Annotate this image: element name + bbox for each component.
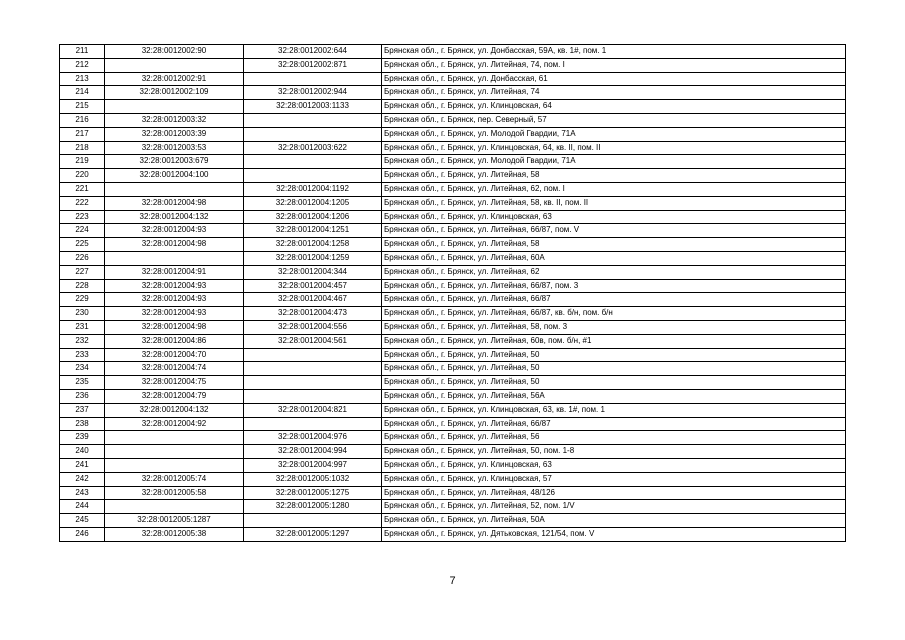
address-cell: Брянская обл., г. Брянск, ул. Литейная, 60в, пом. б/н, #1 [382, 334, 846, 348]
row-number-cell: 235 [60, 376, 105, 390]
object-number-cell: 32:28:0012004:467 [244, 293, 382, 307]
address-cell: Брянская обл., г. Брянск, ул. Литейная, 52, пом. 1/V [382, 500, 846, 514]
object-number-cell: 32:28:0012005:1275 [244, 486, 382, 500]
row-number-cell: 227 [60, 265, 105, 279]
cadastral-number-cell [105, 445, 244, 459]
cadastral-number-cell: 32:28:0012005:74 [105, 472, 244, 486]
object-number-cell [244, 155, 382, 169]
table-row [60, 45, 846, 59]
object-number-cell: 32:28:0012004:994 [244, 445, 382, 459]
cadastral-number-cell: 32:28:0012004:98 [105, 196, 244, 210]
object-number-cell [244, 376, 382, 390]
row-number-cell: 218 [60, 141, 105, 155]
cadastral-number-cell: 32:28:0012004:132 [105, 210, 244, 224]
object-number-cell [244, 72, 382, 86]
table-row [60, 458, 846, 472]
table-row [60, 141, 846, 155]
row-number-cell: 243 [60, 486, 105, 500]
cadastral-number-cell: 32:28:0012004:91 [105, 265, 244, 279]
address-cell: Брянская обл., г. Брянск, ул. Литейная, 56А [382, 389, 846, 403]
object-number-cell [244, 113, 382, 127]
object-number-cell: 32:28:0012004:1259 [244, 251, 382, 265]
cadastral-number-cell: 32:28:0012003:53 [105, 141, 244, 155]
cadastral-number-cell: 32:28:0012003:32 [105, 113, 244, 127]
row-number-cell: 226 [60, 251, 105, 265]
table-row [60, 334, 846, 348]
address-cell: Брянская обл., г. Брянск, ул. Литейная, 58, кв. II, пом. II [382, 196, 846, 210]
address-cell: Брянская обл., г. Брянск, ул. Дятьковская, 121/54, пом. V [382, 527, 846, 541]
object-number-cell: 32:28:0012004:1258 [244, 238, 382, 252]
cadastral-number-cell: 32:28:0012002:91 [105, 72, 244, 86]
table-row [60, 307, 846, 321]
row-number-cell: 229 [60, 293, 105, 307]
address-cell: Брянская обл., г. Брянск, ул. Литейная, 66/87, пом. V [382, 224, 846, 238]
address-cell: Брянская обл., г. Брянск, ул. Литейная, 66/87 [382, 293, 846, 307]
cadastral-number-cell: 32:28:0012004:100 [105, 169, 244, 183]
table-body [60, 45, 846, 542]
address-cell: Брянская обл., г. Брянск, ул. Литейная, 58 [382, 238, 846, 252]
address-cell: Брянская обл., г. Брянск, ул. Клинцовская, 64, кв. II, пом. II [382, 141, 846, 155]
row-number-cell: 217 [60, 127, 105, 141]
cadastral-number-cell: 32:28:0012005:58 [105, 486, 244, 500]
object-number-cell: 32:28:0012004:473 [244, 307, 382, 321]
table-row [60, 320, 846, 334]
row-number-cell: 212 [60, 58, 105, 72]
row-number-cell: 233 [60, 348, 105, 362]
table-row [60, 514, 846, 528]
row-number-cell: 234 [60, 362, 105, 376]
table-row [60, 376, 846, 390]
object-number-cell [244, 169, 382, 183]
table-row [60, 196, 846, 210]
address-cell: Брянская обл., г. Брянск, ул. Литейная, 66/87, кв. б/н, пом. б/н [382, 307, 846, 321]
row-number-cell: 228 [60, 279, 105, 293]
object-number-cell: 32:28:0012004:457 [244, 279, 382, 293]
table-row [60, 155, 846, 169]
object-number-cell: 32:28:0012004:1251 [244, 224, 382, 238]
address-cell: Брянская обл., г. Брянск, ул. Литейная, 58, пом. 3 [382, 320, 846, 334]
address-cell: Брянская обл., г. Брянск, ул. Литейная, 62 [382, 265, 846, 279]
object-number-cell [244, 362, 382, 376]
row-number-cell: 246 [60, 527, 105, 541]
cadastral-number-cell: 32:28:0012004:75 [105, 376, 244, 390]
object-number-cell: 32:28:0012004:561 [244, 334, 382, 348]
address-cell: Брянская обл., г. Брянск, ул. Литейная, 60А [382, 251, 846, 265]
row-number-cell: 219 [60, 155, 105, 169]
address-cell: Брянская обл., г. Брянск, ул. Литейная, 50 [382, 362, 846, 376]
table-row [60, 182, 846, 196]
address-cell: Брянская обл., г. Брянск, ул. Литейная, 50, пом. 1-8 [382, 445, 846, 459]
row-number-cell: 221 [60, 182, 105, 196]
row-number-cell: 240 [60, 445, 105, 459]
row-number-cell: 214 [60, 86, 105, 100]
address-cell: Брянская обл., г. Брянск, ул. Клинцовская, 63 [382, 210, 846, 224]
row-number-cell: 222 [60, 196, 105, 210]
object-number-cell: 32:28:0012004:976 [244, 431, 382, 445]
address-cell: Брянская обл., г. Брянск, ул. Молодой Гвардии, 71А [382, 155, 846, 169]
table-row [60, 113, 846, 127]
table-row [60, 472, 846, 486]
row-number-cell: 239 [60, 431, 105, 445]
object-number-cell: 32:28:0012004:556 [244, 320, 382, 334]
table-row [60, 500, 846, 514]
table-row [60, 251, 846, 265]
object-number-cell: 32:28:0012002:871 [244, 58, 382, 72]
cadastral-number-cell: 32:28:0012004:93 [105, 224, 244, 238]
table-row [60, 486, 846, 500]
cadastral-number-cell [105, 100, 244, 114]
row-number-cell: 225 [60, 238, 105, 252]
cadastral-number-cell: 32:28:0012004:98 [105, 320, 244, 334]
address-cell: Брянская обл., г. Брянск, ул. Литейная, 56 [382, 431, 846, 445]
table-row [60, 445, 846, 459]
row-number-cell: 224 [60, 224, 105, 238]
table-row [60, 403, 846, 417]
object-number-cell: 32:28:0012005:1297 [244, 527, 382, 541]
object-number-cell [244, 514, 382, 528]
address-cell: Брянская обл., г. Брянск, ул. Клинцовская, 63, кв. 1#, пом. 1 [382, 403, 846, 417]
row-number-cell: 241 [60, 458, 105, 472]
cadastral-number-cell: 32:28:0012005:38 [105, 527, 244, 541]
object-number-cell: 32:28:0012005:1032 [244, 472, 382, 486]
table-row [60, 169, 846, 183]
table-row [60, 417, 846, 431]
table-row [60, 210, 846, 224]
table-row [60, 238, 846, 252]
address-cell: Брянская обл., г. Брянск, ул. Литейная, 50 [382, 348, 846, 362]
table-row [60, 127, 846, 141]
table-row [60, 348, 846, 362]
row-number-cell: 244 [60, 500, 105, 514]
object-number-cell: 32:28:0012004:1205 [244, 196, 382, 210]
address-cell: Брянская обл., г. Брянск, ул. Литейная, 58 [382, 169, 846, 183]
row-number-cell: 231 [60, 320, 105, 334]
cadastral-number-cell: 32:28:0012005:1287 [105, 514, 244, 528]
cadastral-number-cell [105, 431, 244, 445]
table-row [60, 293, 846, 307]
cadastral-number-cell [105, 500, 244, 514]
cadastral-number-cell: 32:28:0012004:74 [105, 362, 244, 376]
address-cell: Брянская обл., г. Брянск, ул. Литейная, 48/126 [382, 486, 846, 500]
object-number-cell: 32:28:0012003:1133 [244, 100, 382, 114]
table-row [60, 527, 846, 541]
table-row [60, 279, 846, 293]
object-number-cell: 32:28:0012004:1206 [244, 210, 382, 224]
row-number-cell: 211 [60, 45, 105, 59]
row-number-cell: 230 [60, 307, 105, 321]
row-number-cell: 238 [60, 417, 105, 431]
object-number-cell: 32:28:0012004:821 [244, 403, 382, 417]
address-cell: Брянская обл., г. Брянск, ул. Литейная, 74, пом. I [382, 58, 846, 72]
cadastral-number-cell: 32:28:0012004:93 [105, 293, 244, 307]
row-number-cell: 232 [60, 334, 105, 348]
page-number: 7 [449, 575, 456, 587]
cadastral-number-cell: 32:28:0012004:132 [105, 403, 244, 417]
object-number-cell: 32:28:0012002:644 [244, 45, 382, 59]
address-cell: Брянская обл., г. Брянск, ул. Донбасская, 61 [382, 72, 846, 86]
address-cell: Брянская обл., г. Брянск, ул. Донбасская, 59А, кв. 1#, пом. 1 [382, 45, 846, 59]
table-row [60, 224, 846, 238]
address-cell: Брянская обл., г. Брянск, ул. Литейная, 74 [382, 86, 846, 100]
table-row [60, 86, 846, 100]
address-cell: Брянская обл., г. Брянск, ул. Литейная, 62, пом. I [382, 182, 846, 196]
object-number-cell: 32:28:0012002:944 [244, 86, 382, 100]
cadastral-number-cell [105, 58, 244, 72]
row-number-cell: 216 [60, 113, 105, 127]
cadastral-number-cell: 32:28:0012004:93 [105, 279, 244, 293]
table-row [60, 100, 846, 114]
row-number-cell: 213 [60, 72, 105, 86]
cadastral-number-cell: 32:28:0012003:679 [105, 155, 244, 169]
cadastral-number-cell [105, 251, 244, 265]
table-row [60, 58, 846, 72]
cadastral-number-cell: 32:28:0012004:86 [105, 334, 244, 348]
object-number-cell [244, 389, 382, 403]
address-cell: Брянская обл., г. Брянск, ул. Литейная, 50А [382, 514, 846, 528]
address-cell: Брянская обл., г. Брянск, ул. Молодой Гвардии, 71А [382, 127, 846, 141]
address-cell: Брянская обл., г. Брянск, ул. Литейная, 50 [382, 376, 846, 390]
cadastral-table [59, 44, 846, 542]
object-number-cell: 32:28:0012004:344 [244, 265, 382, 279]
object-number-cell: 32:28:0012005:1280 [244, 500, 382, 514]
address-cell: Брянская обл., г. Брянск, пер. Северный, 57 [382, 113, 846, 127]
row-number-cell: 215 [60, 100, 105, 114]
table-row [60, 389, 846, 403]
cadastral-number-cell: 32:28:0012002:109 [105, 86, 244, 100]
object-number-cell [244, 348, 382, 362]
address-cell: Брянская обл., г. Брянск, ул. Клинцовская, 63 [382, 458, 846, 472]
table-row [60, 265, 846, 279]
row-number-cell: 245 [60, 514, 105, 528]
cadastral-number-cell [105, 458, 244, 472]
row-number-cell: 223 [60, 210, 105, 224]
cadastral-number-cell: 32:28:0012004:92 [105, 417, 244, 431]
table-row [60, 362, 846, 376]
cadastral-number-cell: 32:28:0012004:98 [105, 238, 244, 252]
cadastral-number-cell: 32:28:0012002:90 [105, 45, 244, 59]
object-number-cell: 32:28:0012003:622 [244, 141, 382, 155]
cadastral-number-cell: 32:28:0012003:39 [105, 127, 244, 141]
table-row [60, 72, 846, 86]
address-cell: Брянская обл., г. Брянск, ул. Клинцовская, 57 [382, 472, 846, 486]
row-number-cell: 236 [60, 389, 105, 403]
cadastral-number-cell: 32:28:0012004:79 [105, 389, 244, 403]
object-number-cell: 32:28:0012004:997 [244, 458, 382, 472]
address-cell: Брянская обл., г. Брянск, ул. Литейная, 66/87 [382, 417, 846, 431]
row-number-cell: 220 [60, 169, 105, 183]
object-number-cell [244, 127, 382, 141]
object-number-cell: 32:28:0012004:1192 [244, 182, 382, 196]
cadastral-number-cell: 32:28:0012004:93 [105, 307, 244, 321]
row-number-cell: 242 [60, 472, 105, 486]
object-number-cell [244, 417, 382, 431]
cadastral-number-cell: 32:28:0012004:70 [105, 348, 244, 362]
row-number-cell: 237 [60, 403, 105, 417]
table-row [60, 431, 846, 445]
cadastral-number-cell [105, 182, 244, 196]
address-cell: Брянская обл., г. Брянск, ул. Литейная, 66/87, пом. 3 [382, 279, 846, 293]
address-cell: Брянская обл., г. Брянск, ул. Клинцовская, 64 [382, 100, 846, 114]
